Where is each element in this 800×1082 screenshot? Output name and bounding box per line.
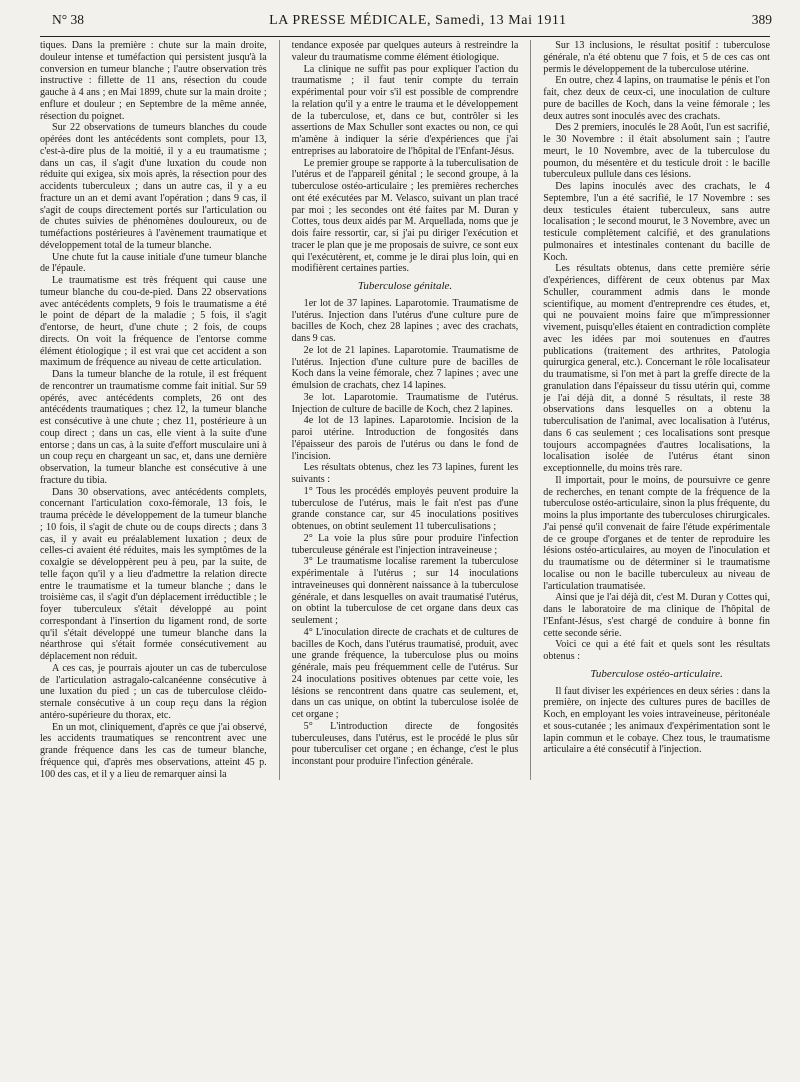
paragraph: Une chute fut la cause initiale d'une tumeur blanche de l'épaule. [40, 251, 267, 275]
paragraph: Il faut diviser les expériences en deux séries : dans la première, on injecte des cultures pures de bacilles de Koch, en employant les voies intraveineuse, péritonéale et sous-cutanée ; les animaux d'expérimentation sont le lapin commun et le cobaye. Chez tous, le traumatisme articulaire a été consécutif à l'injection. [543, 685, 770, 756]
paragraph: 5° L'introduction directe de fongosités tuberculeuses, dans l'utérus, est le procédé le plus sûr pour tuberculiser cet organe ; en échange, c'est le plus inconstant pour produire l'infection générale. [291, 720, 519, 767]
paragraph: tiques. Dans la première : chute sur la main droite, douleur intense et tuméfaction qui persistent jusqu'à la conversion en tumeur blanche ; l'autre observation très instructive : fillette de 11 ans, résection du coude gauche à 4 ans ; en Mai 1899, chute sur la main droite ; enflure et douleur ; en Septembre de la même année, résection du poignet. [40, 40, 267, 122]
paragraph: 4e lot de 13 lapines. Laparotomie. Incision de la paroi utérine. Introduction de fongosités dans l'épaisseur des parois de l'utérus ou dans le fond de l'incision. [291, 415, 519, 462]
paragraph: La clinique ne suffit pas pour expliquer l'action du traumatisme ; il faut tenir compte du terrain expérimental pour voir s'il est possible de comprendre la relation qu'il y a entre le trauma et le développement de la tuberculose, et, dans ce but, contrôler si les assertions de Max Schuller sont exactes ou non, ce qui m'amène à indiquer la série d'expériences que j'ai entreprises au laboratoire de l'hôpital de l'Enfant-Jésus. [291, 63, 519, 157]
paragraph: 1° Tous les procédés employés peuvent produire la tuberculose de l'utérus, mais le fait n'est pas d'une grande constance car, sur 45 inoculations positives obtenues, on obtint seulement 11 tuberculisations ; [291, 485, 519, 532]
paragraph: En un mot, cliniquement, d'après ce que j'ai observé, les accidents traumatiques se rencontrent avec une grande fréquence dans les cas de tumeur blanche, fréquence qui, d'après mes observations, atteint 45 p. 100 des cas, et il y a lieu de remarquer ainsi la [40, 721, 267, 780]
text-columns [40, 40, 770, 780]
paragraph: Les résultats obtenus, dans cette première série d'expériences, diffèrent de ceux obtenus par Max Schuller, couramment admis dans le monde scientifique, au moment d'entreprendre ces études, et, qui ne pouvaient moins faire que m'impressionner vivement, puisqu'elles étaient en contradiction complète avec les idées par moi soutenues en d'autres publications (traitement des arthrites, Patologia quirurgica general, etc.). Concernant le rôle localisateur du traumatisme, si l'on met à part la greffe directe de la granulation dans l'épaisseur du tissu utérin qui, comme je l'ai déjà dit, a donné 5 résultats, il reste 38 observations dans lesquelles on a obtenu la tuberculisation de l'animal, avec localisation à l'utérus, dans 6 cas seulement ; ces localisations sont presque toujours accompagnées d'autres localisations, la localisation isolée de l'utérus étant sinon exceptionnelle, du moins très rare. [543, 263, 770, 474]
paragraph: Il importait, pour le moins, de poursuivre ce genre de recherches, en tenant compte de la fréquence de la tuberculose ostéo-articulaire, sinon la plus fréquente, du moins la plus importante des tuberculoses chirurgicales. J'ai pensé qu'il convenait de faire l'étude expérimentale de ce groupe d'organes et de tenter de reproduire les lésions ostéo-articulaires, au moyen de l'inoculation et du traumatisme ou de déterminer si le traumatisme localise ou non le bacille tuberculeux au niveau de l'articulation traumatisée. [543, 474, 770, 592]
paragraph: 2° La voie la plus sûre pour produire l'infection tuberculeuse générale est l'injection intraveineuse ; [291, 532, 519, 556]
paragraph: 3° Le traumatisme localise rarement la tuberculose expérimentale à l'utérus ; sur 14 inoculations intraveineuses qui donnèrent naissance à la tuberculose générale, et dans lesquelles on avait traumatisé l'utérus, on obtint la tuberculose de cet organe dans deux cas seulement ; [291, 556, 519, 626]
paragraph: Dans 30 observations, avec antécédents complets, concernant l'articulation coxo-fémorale, 13 fois, le trauma précède le développement de la tumeur blanche ; 10 fois, il s'agit de chute ou de coups directs ; dans 3 cas, il y avait eu préalablement luxation ; deux de celles-ci avaient été réduites, mais les symptômes de la coxalgie se développèrent peu à peu, par la suite, de telle façon qu'il y a lieu d'admettre la relation directe entre le traumatisme et la tumeur blanche ; dans le troisième cas, il s'agit d'un déplacement irréductible ; le foyer tuberculeux s'était développé au point correspondant à l'insertion du ligament rond, de sorte qu'il s'était développé une tumeur blanche dans la néarthrose qui s'était formée consécutivement au déplacement non réduit. [40, 486, 267, 662]
section-heading: Tuberculose ostéo-articulaire. [590, 667, 723, 680]
paragraph: A ces cas, je pourrais ajouter un cas de tuberculose de l'articulation astragalo-calcanéenne consécutive à une luxation du pied ; un cas de tuberculose cléido-sternale consécutive à un coup reçu dans la région antéro-supérieure du thorax, etc. [40, 662, 267, 721]
column-divider [530, 40, 531, 780]
paragraph: En outre, chez 4 lapins, on traumatise le pénis et l'on fait, chez deux de ceux-ci, une inoculation de culture pure de bacilles de Koch, dans la veine fémorale ; les deux autres sont inoculés avec des crachats. [543, 75, 770, 122]
running-header [20, 12, 780, 32]
journal-title: LA PRESSE MÉDICALE, Samedi, 13 Mai 1911 [269, 13, 567, 28]
paragraph: Les résultats obtenus, chez les 73 lapines, furent les suivants : [291, 462, 519, 485]
paragraph: Sur 13 inclusions, le résultat positif : tuberculose générale, n'a été obtenu que 7 fois, et 5 de ces cas ont permis le développement de la tuberculose utérine. [543, 40, 770, 75]
column-2 [292, 40, 519, 780]
paragraph: 1er lot de 37 lapines. Laparotomie. Traumatisme de l'utérus. Injection dans l'utérus d'une culture pure de bacilles de Koch, chez 28 lapines ; avec des crachats, dans 9 cas. [291, 297, 519, 344]
paragraph: Voici ce qui a été fait et quels sont les résultats obtenus : [543, 639, 770, 662]
column-divider [279, 40, 280, 780]
column-3 [543, 40, 770, 780]
paragraph: Le premier groupe se rapporte à la tuberculisation de l'utérus et de l'appareil génital ; le second groupe, à la tuberculose ostéo-articulaire ; les premières recherches ont été exécutées par M. Velasco, suivant un plan tracé par moi ; les secondes ont été faites par M. Duran y Cottes, tous deux aidés par M. Arquellada, noms que je dois faire ressortir, car, si j'ai pu diriger l'exécution et tracer le plan que je me proposais de suivre, ce sont eux qui l'exécutèrent, et, comme je le dirai plus loin, qui en modifièrent certaines parties. [291, 157, 519, 275]
page-number: 389 [751, 12, 772, 27]
paragraph: Dans la tumeur blanche de la rotule, il est fréquent de rencontrer un traumatisme comme fait initial. Sur 59 opérés, avec antécédents complets, 26 ont des antécédents traumatiques ; chez 12, la tumeur blanche est consécutive à une chute ; chez 11, postérieure à un coup direct ; dans un cas, elle vient à la suite d'une entorse ; dans un cas, à la suite d'effort musculaire uni à un coup reçu en chargeant un sac, et, dans une dernière observation, la tumeur blanche est consécutive à une fracture du tibia. [40, 369, 267, 486]
paragraph: Sur 22 observations de tumeurs blanches du coude opérées dont les antécédents sont complets, pour 13, c'est-à-dire plus de la moitié, il y a eu traumatisme ; dans un cas, il s'agit d'une luxation du coude non réduite qui exigea, six mois après, la résection pour des accidents tuberculeux ; dans un autre cas, il y a eu fracture un an et demi avant l'opération ; dans 9 cas, il s'agit de coups directement portés sur l'articulation ou de chutes suivies de phénomènes douloureux, ou de tuméfactions postérieures à l'avènement traumatique et développement total de la tumeur blanche. [40, 122, 267, 251]
paragraph: 2e lot de 21 lapines. Laparotomie. Traumatisme de l'utérus. Injection d'une culture pure de bacilles de Koch dans la veine fémorale, chez 7 lapines ; avec une émulsion de crachats, chez 14 lapines. [291, 344, 519, 391]
paragraph: 3e lot. Laparotomie. Traumatisme de l'utérus. Injection de culture de bacille de Koch, chez 2 lapines. [291, 391, 519, 415]
paragraph: Des 2 premiers, inoculés le 28 Août, l'un est sacrifié, le 30 Novembre : il était absolument sain ; l'autre meurt, le 10 Novembre, avec de la tuberculose du poumon, du mésentère et du testicule droit : le bacille tuberculeux pullule dans ces lésions. [543, 122, 770, 181]
column-1 [40, 40, 267, 780]
paragraph: tendance exposée par quelques auteurs à restreindre la valeur du traumatisme comme élément étiologique. [291, 40, 519, 63]
paragraph: Le traumatisme est très fréquent qui cause une tumeur blanche du cou-de-pied. Dans 22 observations avec antécédents complets, 9 fois le traumatisme a été le point de départ de la maladie ; 5 fois, il s'agit d'entorse, de heurt, d'une chute ; 2 fois, de coups directs. On voit la fréquence de l'entorse comme élément étiologique ; il est vrai que cet accident a son maximum de fréquence au niveau de cette articulation. [40, 275, 267, 369]
paragraph: 4° L'inoculation directe de crachats et de cultures de bacilles de Koch, dans l'utérus traumatisé, produit, avec une grande fréquence, la tuberculose plus ou moins générale, mais peu fréquemment celle de l'utérus. Sur 24 inoculations positives obtenues par cette voie, les lésions se rencontrent dans quatre cas seulement, et, dans un cas unique, on obtint la tuberculose isolée de cet organe ; [291, 626, 519, 720]
paragraph: Des lapins inoculés avec des crachats, le 4 Septembre, l'un a été sacrifié, le 17 Novembre : ses deux testicules étaient tuberculeux, sans autre localisation ; le second mourut, le 3 Novembre, avec un testicule complètement calcifié, et des granulations pulmonaires et intestinales contenant du bacille de Koch. [543, 181, 770, 263]
section-heading: Tuberculose génitale. [357, 280, 453, 292]
paragraph: Ainsi que je l'ai déjà dit, c'est M. Duran y Cottes qui, dans le laboratoire de ma clinique de l'hôpital de l'Enfant-Jésus, s'est chargé de conduire à bonne fin cette seconde série. [543, 592, 770, 639]
issue-number: N° 38 [52, 12, 85, 27]
header-rule [40, 36, 770, 37]
